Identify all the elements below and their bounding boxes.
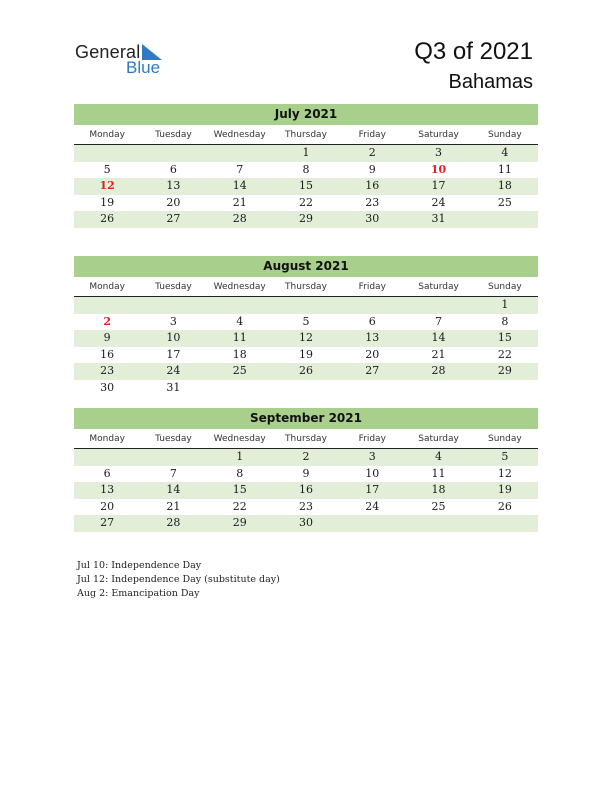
- date-cell: 23: [298, 499, 313, 513]
- date-cell: [74, 145, 140, 162]
- date-cell: 24: [365, 499, 380, 513]
- date-cell: 31: [166, 380, 181, 394]
- date-cell: [207, 380, 273, 397]
- week-row: [74, 195, 538, 212]
- date-cell: 5: [302, 314, 310, 328]
- date-cell: 6: [103, 466, 111, 480]
- week-row: [74, 380, 538, 397]
- date-cell: 11: [232, 331, 247, 344]
- date-cell: 8: [236, 466, 244, 480]
- date-cell: 29: [497, 364, 512, 377]
- date-cell: [207, 297, 273, 314]
- date-cell: 24: [166, 364, 181, 377]
- date-cell: [339, 380, 405, 397]
- date-cell: [339, 297, 405, 314]
- date-cell: 29: [232, 516, 247, 529]
- date-cell: 30: [100, 380, 115, 394]
- weekday-label: Sunday: [487, 434, 522, 444]
- weekday-label: Monday: [89, 434, 125, 444]
- date-cell: 14: [232, 179, 247, 192]
- date-cell: 18: [431, 483, 446, 496]
- date-cell: 10: [166, 331, 181, 344]
- date-cell: 19: [298, 347, 313, 361]
- logo-text-blue: Blue: [126, 58, 161, 77]
- date-cell: 22: [497, 347, 512, 361]
- weekday-label: Tuesday: [155, 434, 192, 444]
- date-cell: [207, 145, 273, 162]
- date-cell: 23: [100, 364, 115, 377]
- date-cell: 4: [435, 450, 443, 463]
- month-title: September 2021: [74, 408, 538, 429]
- date-cell: 9: [368, 162, 376, 176]
- date-cell: [339, 515, 405, 532]
- week-row: [74, 145, 538, 162]
- date-cell: 25: [431, 499, 446, 513]
- date-cell: 19: [100, 195, 115, 209]
- date-cell: 30: [298, 516, 313, 529]
- date-cell: 7: [169, 466, 177, 480]
- date-cell: 27: [365, 364, 380, 377]
- date-cell: 21: [166, 499, 181, 513]
- date-cell: 18: [232, 347, 247, 361]
- holiday-note: Jul 10: Independence Day: [77, 560, 202, 571]
- week-row: [74, 162, 538, 179]
- date-cell: [405, 380, 471, 397]
- weekday-label: Sunday: [487, 130, 522, 140]
- date-cell: 6: [368, 314, 376, 328]
- date-cell: 7: [236, 162, 244, 176]
- date-cell: 26: [497, 499, 512, 513]
- date-cell: 1: [501, 298, 509, 311]
- date-cell: 3: [169, 314, 177, 328]
- date-cell: 1: [236, 450, 244, 463]
- date-cell: 20: [166, 195, 181, 209]
- weekday-label: Monday: [89, 282, 125, 292]
- week-row: [74, 211, 538, 228]
- date-cell: 8: [501, 314, 509, 328]
- month-title: August 2021: [74, 256, 538, 277]
- weekday-label: Tuesday: [155, 130, 192, 140]
- date-cell: 24: [431, 195, 446, 209]
- date-cell: 14: [431, 331, 446, 344]
- date-cell: 21: [431, 347, 446, 361]
- date-cell: [405, 515, 471, 532]
- weekday-label: Thursday: [285, 282, 327, 292]
- date-cell: [472, 211, 538, 228]
- date-cell: 14: [166, 483, 181, 496]
- date-cell: 17: [365, 483, 380, 496]
- weekday-label: Monday: [89, 130, 125, 140]
- week-row: [74, 363, 538, 380]
- week-row: [74, 297, 538, 314]
- date-cell: 2: [302, 450, 310, 463]
- date-cell: 12: [497, 466, 512, 480]
- week-row: [74, 178, 538, 195]
- date-cell: [140, 297, 206, 314]
- date-cell: 12: [298, 331, 313, 344]
- month-title: July 2021: [74, 104, 538, 125]
- date-cell: [74, 297, 140, 314]
- weekday-label: Saturday: [418, 282, 459, 292]
- date-cell: 29: [298, 212, 313, 225]
- weekday-label: Saturday: [418, 130, 459, 140]
- week-row: [74, 482, 538, 499]
- generalblue-logo: [75, 42, 175, 78]
- date-cell: 31: [431, 212, 446, 225]
- date-cell: 10: [365, 466, 380, 480]
- date-cell: 2: [368, 146, 376, 159]
- date-cell: [273, 380, 339, 397]
- date-cell: 5: [501, 450, 509, 463]
- date-cell: 21: [232, 195, 247, 209]
- date-cell: [472, 380, 538, 397]
- holiday-date-cell: 2: [103, 314, 111, 328]
- week-row: [74, 466, 538, 483]
- date-cell: 25: [497, 195, 512, 209]
- date-cell: 20: [365, 347, 380, 361]
- month-calendar-august: [74, 256, 538, 396]
- week-row: [74, 499, 538, 516]
- date-cell: 7: [435, 314, 443, 328]
- weekday-label: Thursday: [285, 130, 327, 140]
- weekday-label: Friday: [358, 434, 386, 444]
- week-row: [74, 314, 538, 331]
- date-cell: 16: [365, 179, 380, 192]
- date-cell: 15: [298, 179, 313, 192]
- date-cell: 9: [103, 331, 111, 344]
- date-cell: [140, 145, 206, 162]
- date-cell: 23: [365, 195, 380, 209]
- date-cell: 6: [169, 162, 177, 176]
- week-row: [74, 347, 538, 364]
- date-cell: 28: [166, 516, 181, 529]
- weekday-label: Saturday: [418, 434, 459, 444]
- holiday-date-cell: 10: [430, 162, 447, 176]
- week-row: [74, 515, 538, 532]
- date-cell: 13: [166, 179, 181, 192]
- weekday-label: Tuesday: [155, 282, 192, 292]
- date-cell: 17: [431, 179, 446, 192]
- weekday-label: Friday: [358, 130, 386, 140]
- date-cell: 16: [298, 483, 313, 496]
- date-cell: 30: [365, 212, 380, 225]
- date-cell: 15: [232, 483, 247, 496]
- weekday-header-row: [74, 127, 538, 145]
- date-cell: 27: [166, 212, 181, 225]
- page-title: Q3 of 2021: [414, 38, 533, 65]
- week-row: [74, 330, 538, 347]
- weekday-label: Wednesday: [213, 130, 266, 140]
- date-cell: 19: [497, 483, 512, 496]
- date-cell: 1: [302, 146, 310, 159]
- holiday-note: Aug 2: Emancipation Day: [77, 588, 200, 599]
- date-cell: 20: [100, 499, 115, 513]
- weekday-header-row: [74, 279, 538, 297]
- date-cell: 11: [497, 162, 512, 176]
- weekday-label: Wednesday: [213, 282, 266, 292]
- date-cell: 5: [103, 162, 111, 176]
- date-cell: [472, 515, 538, 532]
- date-cell: 18: [497, 179, 512, 192]
- holiday-notes: [77, 559, 280, 601]
- holiday-date-cell: 12: [99, 179, 115, 192]
- date-cell: 4: [236, 314, 244, 328]
- date-cell: 28: [232, 212, 247, 225]
- date-cell: [140, 449, 206, 466]
- date-cell: 4: [501, 146, 509, 159]
- holiday-note: Jul 12: Independence Day (substitute day): [77, 574, 280, 585]
- date-cell: 17: [166, 347, 181, 361]
- weekday-label: Wednesday: [213, 434, 266, 444]
- date-cell: [405, 297, 471, 314]
- month-calendar-september: [74, 408, 538, 532]
- date-cell: 11: [431, 466, 446, 480]
- weekday-label: Sunday: [487, 282, 522, 292]
- date-cell: 13: [100, 483, 115, 496]
- date-cell: 16: [100, 347, 115, 361]
- date-cell: 3: [368, 450, 376, 463]
- date-cell: [273, 297, 339, 314]
- date-cell: 3: [435, 146, 443, 159]
- date-cell: [74, 449, 140, 466]
- weekday-label: Thursday: [285, 434, 327, 444]
- date-cell: 26: [298, 364, 313, 377]
- logo-text-general: General: [75, 42, 141, 62]
- date-cell: 22: [232, 499, 247, 513]
- date-cell: 27: [100, 516, 115, 529]
- date-cell: 13: [365, 331, 380, 344]
- date-cell: 25: [232, 364, 247, 377]
- date-cell: 22: [298, 195, 313, 209]
- date-cell: 26: [100, 212, 115, 225]
- week-row: [74, 449, 538, 466]
- weekday-header-row: [74, 431, 538, 449]
- date-cell: 28: [431, 364, 446, 377]
- weekday-label: Friday: [358, 282, 386, 292]
- date-cell: 8: [302, 162, 310, 176]
- date-cell: 9: [302, 466, 310, 480]
- date-cell: 15: [497, 331, 512, 344]
- country-name: Bahamas: [448, 71, 533, 93]
- month-calendar-july: [74, 104, 538, 228]
